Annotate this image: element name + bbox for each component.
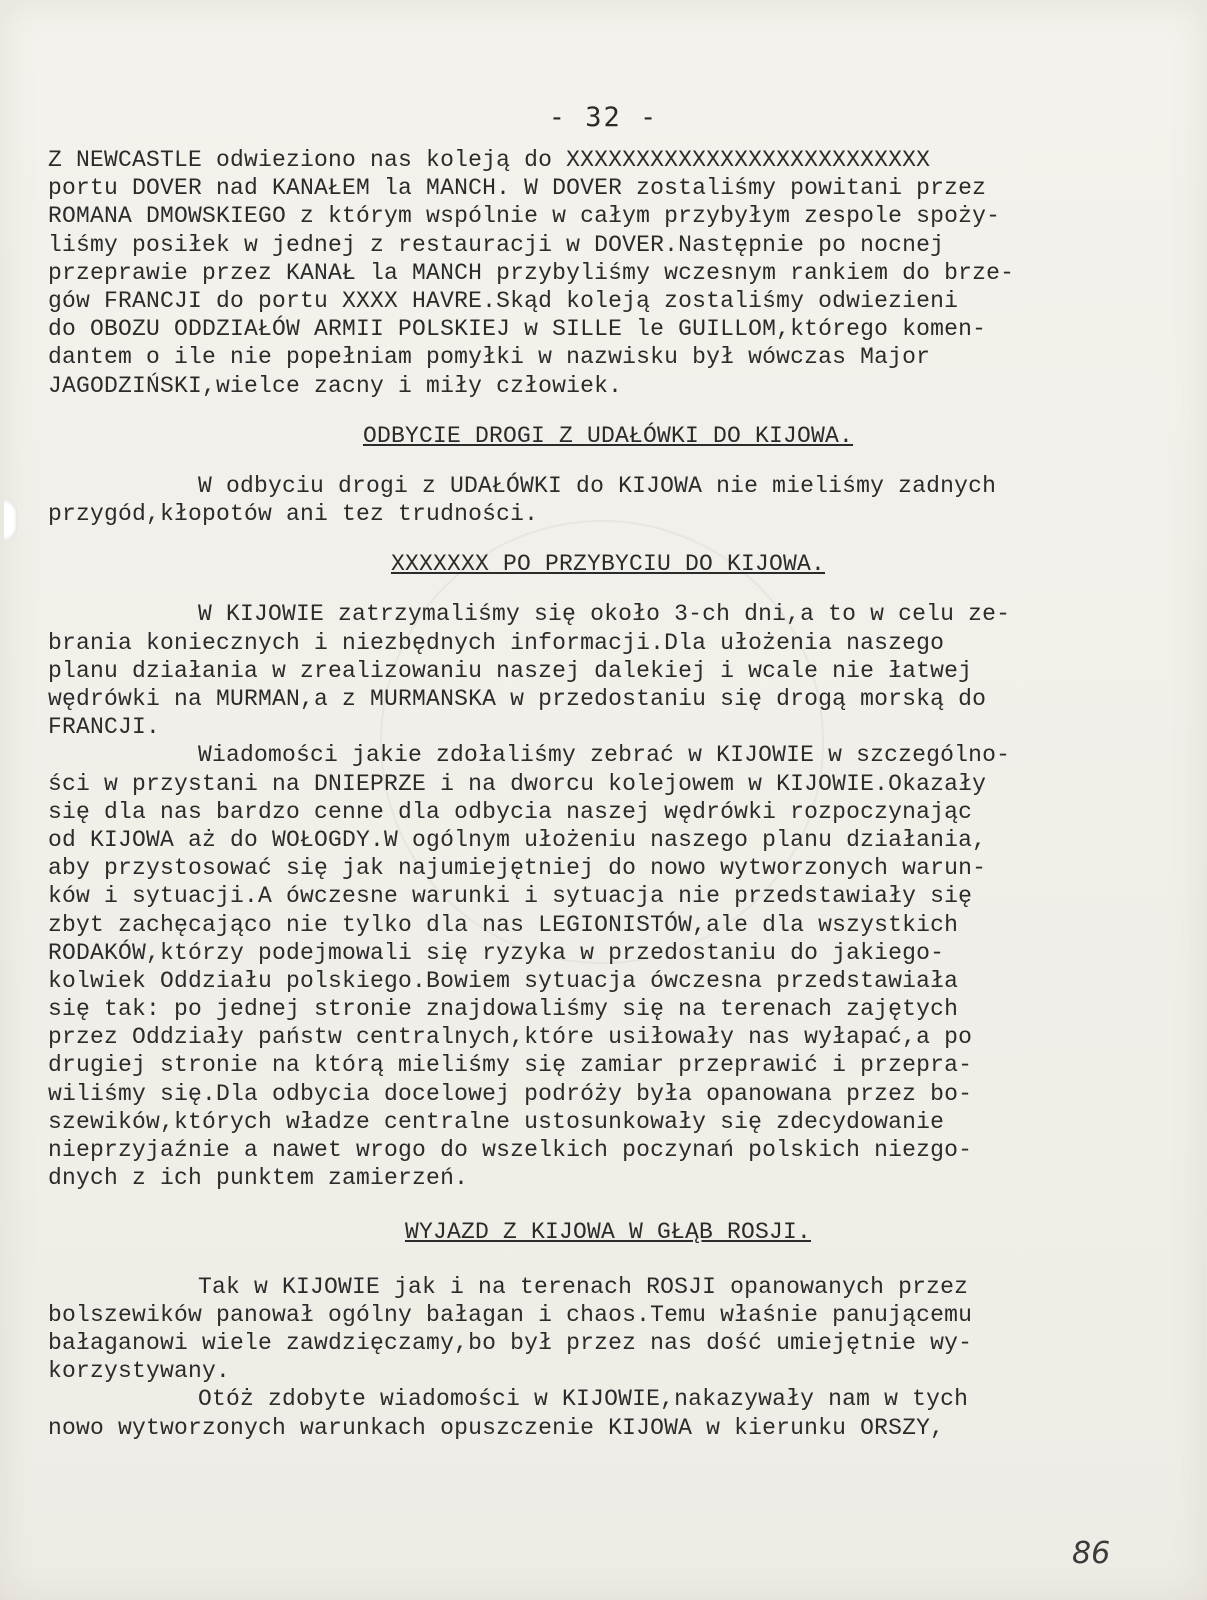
text-line: dnych z ich punktem zamierzeń. bbox=[48, 1165, 469, 1192]
text-line: bolszewików panował ogólny bałagan i chaos.Temu właśnie panującemu bbox=[48, 1301, 973, 1328]
text-line: nieprzyjaźnie a nawet wrogo do wszelkich poczynań polskich niezgo- bbox=[48, 1137, 973, 1163]
text-line: FRANCJI. bbox=[48, 714, 161, 741]
text-line: do OBOZU ODDZIAŁÓW ARMII POLSKIEJ w SILLE le GUILLOM,którego komen- bbox=[48, 316, 987, 343]
paragraph-udalowka bbox=[48, 472, 1168, 528]
text-line: ści w przystani na DNIEPRZE i na dworcu kolejowem w KIJOWIE.Okazały bbox=[48, 770, 987, 797]
text-line: bałaganowi wiele zawdzięczamy,bo był przez nas dość umiejętnie wy- bbox=[48, 1329, 973, 1356]
text-line: aby przystosować się jak najumiejętniej do nowo wytworzonych warun- bbox=[48, 855, 987, 882]
text-line: brania koniecznych i niezbędnych informacji.Dla ułożenia naszego bbox=[48, 629, 945, 656]
text-line: portu DOVER nad KANAŁEM la MANCH. W DOVER zostaliśmy powitani przez bbox=[48, 175, 987, 202]
text-line: ROMANA DMOWSKIEGO z którym wspólnie w całym przybyłym zespole spoży- bbox=[48, 203, 1001, 230]
paragraph-kijow-news bbox=[48, 741, 1168, 1192]
text-line: się tak: po jednej stronie znajdowaliśmy się na terenach zajętych bbox=[48, 996, 959, 1023]
text-line: zbyt zachęcająco nie tylko dla nas LEGIONISTÓW,ale dla wszystkich bbox=[48, 911, 959, 938]
text-line: liśmy posiłek w jednej z restauracji w DOVER.Następnie po nocnej bbox=[48, 231, 945, 258]
text-line: od KIJOWA aż do WOŁOGDY.W ogólnym ułożeniu naszego planu działania, bbox=[48, 826, 987, 853]
text-line: wędrówki na MURMAN,a z MURMANSKA w przedostaniu się drogą morską do bbox=[48, 686, 987, 712]
text-line: Otóż zdobyte wiadomości w KIJOWIE,nakazywały nam w tych bbox=[198, 1386, 969, 1413]
text-line: nowo wytworzonych warunkach opuszczenie KIJOWA w kierunku ORSZY, bbox=[48, 1414, 945, 1441]
text-line: szewików,których władze centralne ustosunkowały się zdecydowanie bbox=[48, 1108, 945, 1135]
typed-text-body bbox=[48, 146, 1168, 1442]
paragraph-orsza bbox=[48, 1385, 1168, 1441]
text-line: ków i sytuacji.A ówczesne warunki i sytuacja nie przedstawiały się bbox=[48, 883, 973, 910]
text-line: przez Oddziały państw centralnych,które usiłowały nas wyłapać,a po bbox=[48, 1024, 973, 1051]
text-line: gów FRANCJI do portu XXXX HAVRE.Skąd koleją zostaliśmy odwiezieni bbox=[48, 287, 959, 314]
text-line: RODAKÓW,którzy podejmowali się ryzyka w przedostaniu do jakiego- bbox=[48, 939, 945, 966]
punch-hole bbox=[4, 500, 18, 540]
text-line: Wiadomości jakie zdołaliśmy zebrać w KIJOWIE w szczególno- bbox=[198, 742, 1011, 769]
text-line: korzystywany. bbox=[48, 1358, 231, 1385]
text-line: wiliśmy się.Dla odbycia docelowej podróży była opanowana przez bo- bbox=[48, 1080, 973, 1107]
text-line: planu działania w zrealizowaniu naszej dalekiej i wcale nie łatwej bbox=[48, 657, 973, 684]
text-line: przygód,kłopotów ani tez trudności. bbox=[48, 501, 539, 528]
text-line: się dla nas bardzo cenne dla odbycia naszej wędrówki rozpoczynając bbox=[48, 798, 973, 825]
text-line: W KIJOWIE zatrzymaliśmy się około 3-ch dni,a to w celu ze- bbox=[198, 601, 1011, 628]
paragraph-newcastle bbox=[48, 146, 1168, 400]
text-line: dantem o ile nie popełniam pomyłki w nazwisku był wówczas Major bbox=[48, 344, 931, 371]
text-line: drugiej stronie na którą mieliśmy się zamiar przeprawić i przepra- bbox=[48, 1052, 973, 1079]
text-line: kolwiek Oddziału polskiego.Bowiem sytuacja ówczesna przedstawiała bbox=[48, 967, 959, 994]
text-line: Z NEWCASTLE odwieziono nas koleją do XXXXXXXXXXXXXXXXXXXXXXXXXX bbox=[48, 147, 931, 173]
section-heading: ODBYCIE DROGI Z UDAŁÓWKI DO KIJOWA. bbox=[362, 422, 854, 449]
paragraph-kijow-arrival bbox=[48, 600, 1168, 741]
text-line: W odbyciu drogi z UDAŁÓWKI do KIJOWA nie mieliśmy zadnych bbox=[198, 472, 997, 499]
handwritten-folio-number: 86 bbox=[1072, 1536, 1111, 1571]
page-number: - 32 - bbox=[548, 102, 659, 133]
text-line: JAGODZIŃSKI,wielce zacny i miły człowiek. bbox=[48, 372, 623, 399]
section-heading: WYJAZD Z KIJOWA W GŁĄB ROSJI. bbox=[404, 1219, 812, 1246]
text-line: przeprawie przez KANAŁ la MANCH przybyliśmy wczesnym rankiem do brze- bbox=[48, 259, 1015, 286]
section-heading: XXXXXXX PO PRZYBYCIU DO KIJOWA. bbox=[390, 551, 826, 578]
text-line: Tak w KIJOWIE jak i na terenach ROSJI opanowanych przez bbox=[198, 1273, 969, 1300]
paragraph-chaos bbox=[48, 1273, 1168, 1386]
